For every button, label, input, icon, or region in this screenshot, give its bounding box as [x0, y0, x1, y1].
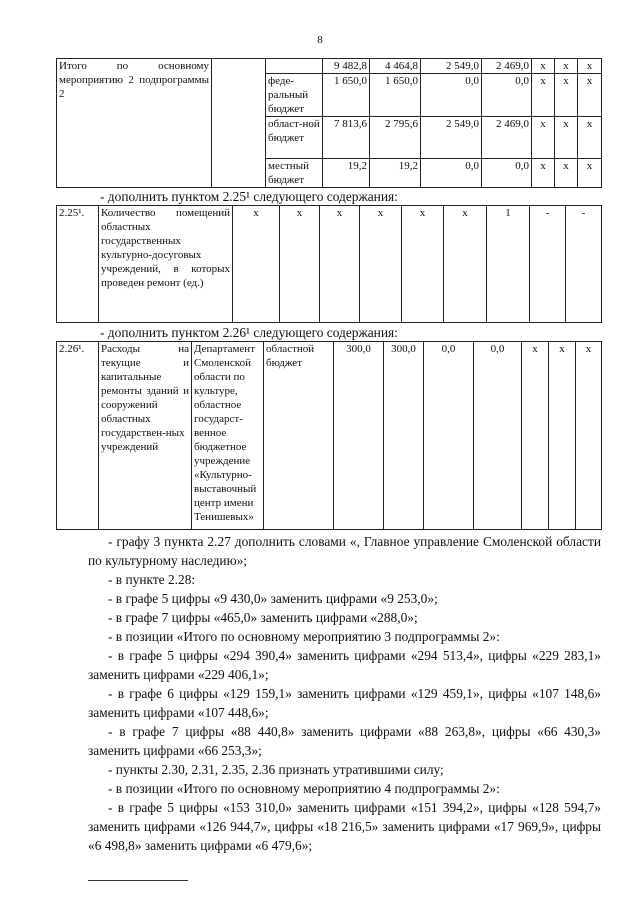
source-cell: областной бюджет — [264, 342, 334, 530]
value-cell: 0,0 — [421, 159, 482, 188]
value-cell: 1 — [487, 206, 530, 323]
value-cell: x — [555, 117, 578, 159]
value-cell: 2 795,6 — [370, 117, 421, 159]
page-number: 8 — [317, 34, 323, 46]
value-cell: 2 549,0 — [421, 117, 482, 159]
paragraph: - в графе 7 цифры «465,0» заменить цифрами «288,0»; — [108, 610, 418, 625]
value-cell: 300,0 — [334, 342, 384, 530]
paragraph: - пункты 2.30, 2.31, 2.35, 2.36 признать утратившими силу; — [108, 762, 444, 777]
instruction-line: - дополнить пунктом 2.26¹ следующего содержания: — [100, 325, 398, 340]
item-number: 2.25¹. — [57, 206, 99, 323]
paragraph: - в графе 5 цифры «9 430,0» заменить цифрами «9 253,0»; — [108, 591, 438, 606]
value-cell: x — [555, 59, 578, 74]
instruction-line: - дополнить пунктом 2.25¹ следующего содержания: — [100, 189, 398, 204]
item-name: Расходы на текущие и капитальные ремонты зданий и сооружений областных государствен-ных учреждений — [99, 342, 192, 530]
value-cell: x — [444, 206, 487, 323]
value-cell: 0,0 — [424, 342, 474, 530]
value-cell: x — [320, 206, 360, 323]
value-cell: x — [578, 117, 602, 159]
executor-cell: Департамент Смоленской области по культуре, областное государст-венное бюджетное учреждение «Культурно-выставочный центр имени Тенишевых» — [192, 342, 264, 530]
value-cell: x — [532, 59, 555, 74]
total-title-cell: Итого по основному мероприятию 2 подпрограммы 2 — [57, 59, 212, 188]
value-cell: 2 469,0 — [482, 117, 532, 159]
paragraph: - в графе 5 цифры «153 310,0» заменить цифрами «151 394,2», цифры «128 594,7» заменить цифрами «126 944,7», цифры «18 216,5» заменить цифрами «17 969,9», цифры «6 498,8» заменить цифрами «6 479,6»; — [88, 800, 601, 853]
source-cell: местный бюджет — [266, 159, 323, 188]
item-number: 2.26¹. — [57, 342, 99, 530]
value-cell: x — [532, 159, 555, 188]
value-cell: 4 464,8 — [370, 59, 421, 74]
value-cell: 19,2 — [323, 159, 370, 188]
value-cell: x — [578, 159, 602, 188]
value-cell: x — [532, 74, 555, 117]
paragraph: - в графе 5 цифры «294 390,4» заменить цифрами «294 513,4», цифры «229 283,1» заменить цифрами «229 406,1»; — [88, 648, 601, 682]
value-cell: 0,0 — [482, 74, 532, 117]
paragraph: - графу 3 пункта 2.27 дополнить словами «, Главное управление Смоленской области по культурному наследию»; — [88, 534, 601, 568]
value-cell: 300,0 — [384, 342, 424, 530]
item-name: Количество помещений областных государственных культурно-досуговых учреждений, в которых проведен ремонт (ед.) — [99, 206, 233, 323]
value-cell: x — [555, 74, 578, 117]
value-cell: - — [530, 206, 566, 323]
value-cell: 1 650,0 — [323, 74, 370, 117]
value-cell: 0,0 — [421, 74, 482, 117]
value-cell: - — [566, 206, 602, 323]
value-cell: x — [578, 59, 602, 74]
value-cell: x — [549, 342, 576, 530]
value-cell: 19,2 — [370, 159, 421, 188]
value-cell: 0,0 — [482, 159, 532, 188]
value-cell: x — [233, 206, 280, 323]
paragraph: - в позиции «Итого по основному мероприятию 4 подпрограммы 2»: — [108, 781, 500, 796]
paragraph: - в графе 7 цифры «88 440,8» заменить цифрами «88 263,8», цифры «66 430,3» заменить цифрами «66 253,3»; — [88, 724, 601, 758]
paragraph: - в пункте 2.28: — [108, 572, 196, 587]
value-cell: x — [578, 74, 602, 117]
value-cell: x — [280, 206, 320, 323]
item-2-25-1-table — [56, 205, 602, 323]
value-cell: x — [576, 342, 602, 530]
paragraph: - в графе 6 цифры «129 159,1» заменить цифрами «129 459,1», цифры «107 148,6» заменить цифрами «107 448,6»; — [88, 686, 601, 720]
total-table — [56, 58, 602, 188]
value-cell: x — [522, 342, 549, 530]
value-cell: x — [555, 159, 578, 188]
value-cell: 7 813,6 — [323, 117, 370, 159]
value-cell: x — [360, 206, 402, 323]
value-cell: 0,0 — [474, 342, 522, 530]
value-cell: 1 650,0 — [370, 74, 421, 117]
item-2-26-1-table — [56, 341, 602, 530]
source-cell: феде-ральный бюджет — [266, 74, 323, 117]
value-cell: x — [402, 206, 444, 323]
value-cell: 2 549,0 — [421, 59, 482, 74]
value-cell: 2 469,0 — [482, 59, 532, 74]
value-cell: 9 482,8 — [323, 59, 370, 74]
footnote-rule — [88, 880, 188, 881]
paragraph: - в позиции «Итого по основному мероприятию 3 подпрограммы 2»: — [108, 629, 500, 644]
source-cell — [266, 59, 323, 74]
source-cell: област-ной бюджет — [266, 117, 323, 159]
value-cell: x — [532, 117, 555, 159]
